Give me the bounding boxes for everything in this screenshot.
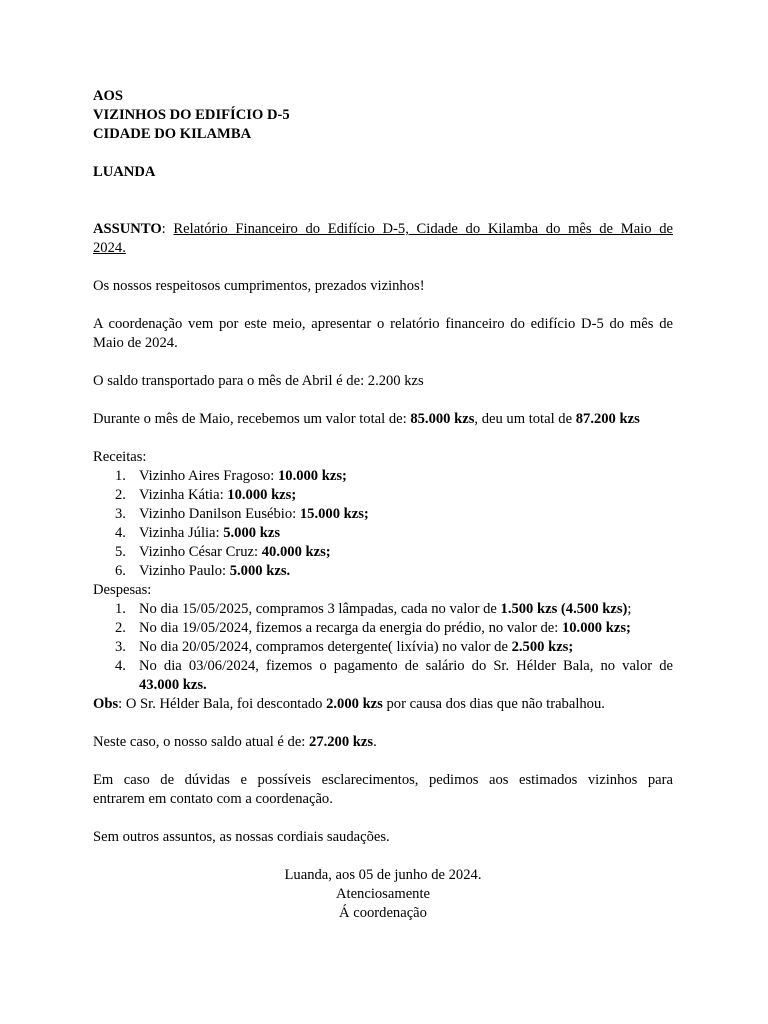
subject-separator: : — [161, 221, 174, 237]
current-balance: Neste caso, o nosso saldo atual é de: 27.200 kzs. — [93, 734, 377, 750]
list-item: 3. Vizinho Danilson Eusébio: 15.000 kzs; — [115, 506, 369, 522]
list-item: 2. Vizinha Kátia: 10.000 kzs; — [115, 487, 297, 503]
list-item: 4. No dia 03/06/2024, fizemos o pagamento de salário do Sr. Hélder Bala, no valor de 43.000 kzs. — [115, 658, 673, 693]
list-item: 1. Vizinho Aires Fragoso: 10.000 kzs; — [115, 468, 347, 484]
contact-line-1: Em caso de dúvidas e possíveis esclarecimentos, pedimos aos estimados vizinhos para — [93, 772, 673, 788]
total-amount: 87.200 kzs — [575, 411, 640, 427]
receipts-title: Receitas: — [93, 449, 147, 465]
subject-text-line-1: Relatório Financeiro do Edifício D-5, Cidade do Kilamba do mês de Maio de — [173, 221, 673, 237]
signature-regards: Atenciosamente — [335, 886, 430, 902]
intro-line-2: Maio de 2024. — [93, 335, 178, 351]
signature-block — [93, 866, 673, 923]
list-item: 1. No dia 15/05/2025, compramos 3 lâmpadas, cada no valor de 1.500 kzs (4.500 kzs); — [115, 601, 632, 617]
list-item: 2. No dia 19/05/2024, fizemos a recarga da energia do prédio, no valor de: 10.000 kzs; — [115, 620, 631, 636]
recipient-line-2: VIZINHOS DO EDIFÍCIO D-5 — [93, 107, 290, 123]
letter-page — [93, 87, 673, 923]
subject-label: ASSUNTO — [93, 221, 162, 237]
may-total: Durante o mês de Maio, recebemos um valor total de: 85.000 kzs, deu um total de 87.200 kzs — [93, 411, 640, 427]
expenses-title: Despesas: — [93, 582, 152, 598]
balance-carried: O saldo transportado para o mês de Abril é de: 2.200 kzs — [93, 373, 424, 389]
list-item: 5. Vizinho César Cruz: 40.000 kzs; — [115, 544, 331, 560]
recipient-line-3: CIDADE DO KILAMBA — [93, 126, 252, 142]
recipient-line-1: AOS — [93, 88, 124, 104]
contact-paragraph — [93, 771, 673, 809]
expenses-list — [93, 600, 673, 695]
subject — [93, 220, 673, 258]
observation: Obs: O Sr. Hélder Bala, foi descontado 2.000 kzs por causa dos dias que não trabalhou. — [93, 696, 605, 712]
list-item: 3. No dia 20/05/2024, compramos detergente( lixívia) no valor de 2.500 kzs; — [115, 639, 574, 655]
intro-paragraph — [93, 315, 673, 353]
contact-line-2: entrarem em contato com a coordenação. — [93, 791, 333, 807]
recipient-city: LUANDA — [93, 164, 156, 180]
subject-text-line-2: 2024. — [93, 240, 126, 256]
received-amount: 85.000 kzs — [410, 411, 475, 427]
current-balance-amount: 27.200 kzs — [309, 734, 374, 750]
list-item: 4. Vizinha Júlia: 5.000 kzs — [115, 525, 280, 541]
signature-date: Luanda, aos 05 de junho de 2024. — [284, 867, 482, 883]
list-item: 6. Vizinho Paulo: 5.000 kzs. — [115, 563, 291, 579]
intro-line-1: A coordenação vem por este meio, apresentar o relatório financeiro do edifício D-5 do mês de — [93, 316, 673, 332]
signature-from: Á coordenação — [339, 905, 427, 921]
closing: Sem outros assuntos, as nossas cordiais saudações. — [93, 829, 390, 845]
greeting: Os nossos respeitosos cumprimentos, prezados vizinhos! — [93, 278, 425, 294]
receipts-list — [93, 467, 673, 581]
